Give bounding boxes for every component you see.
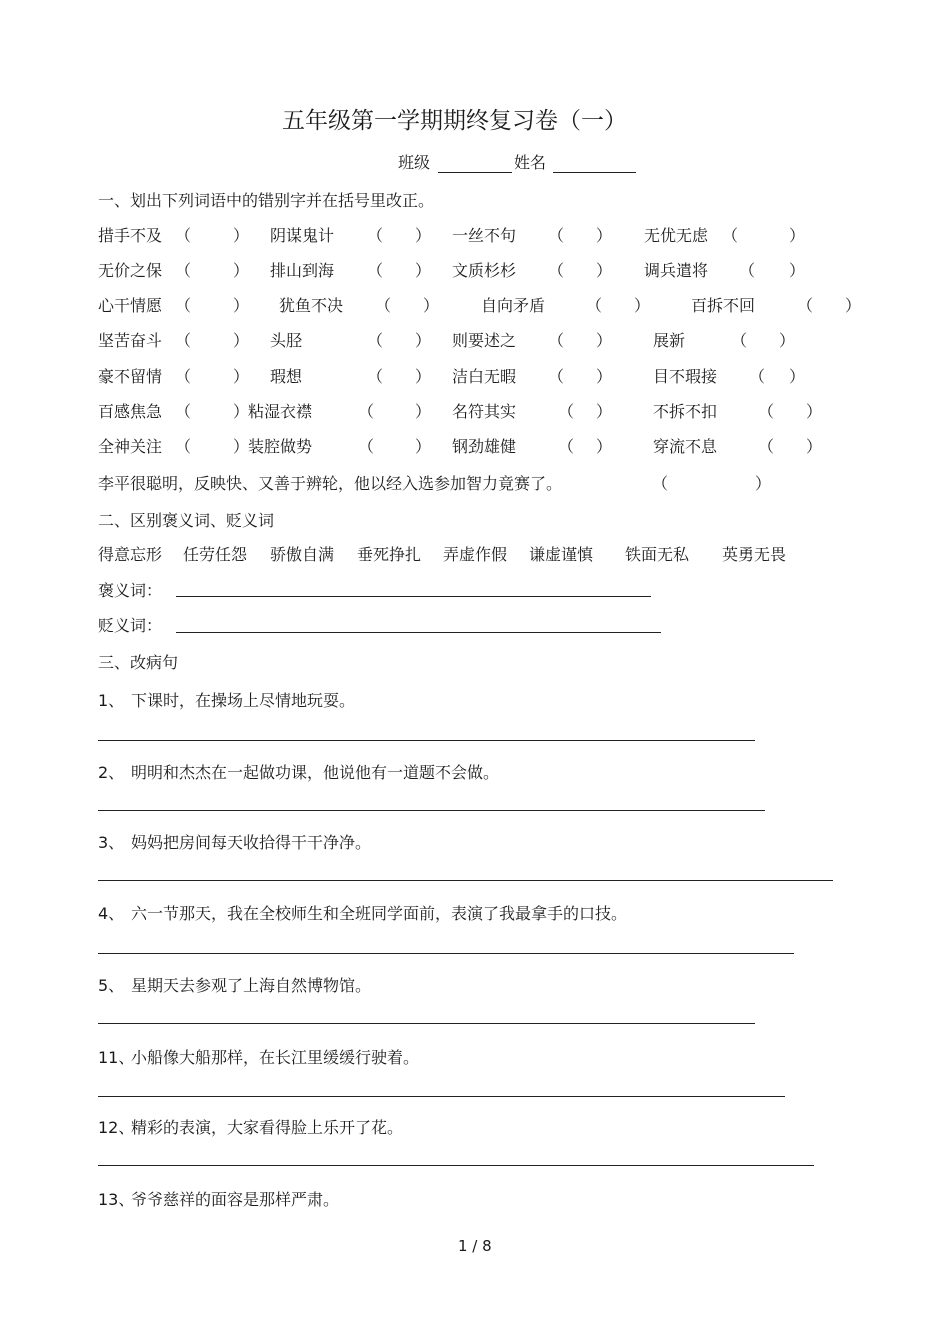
negative-label: 贬义词： [98,616,163,635]
paren-close: ） [233,402,250,421]
paren-open: （ [175,437,192,456]
sentence-text: 精彩的表演，大家看得脸上乐开了花。 [131,1118,404,1137]
paren-open: （ [358,402,375,421]
paren-open: （ [548,367,565,386]
word-0: 得意忘形 [98,545,163,564]
paren-open: （ [558,402,575,421]
word-6: 铁面无私 [625,545,690,564]
paren-open: （ [367,331,384,350]
word-2: 骄傲自满 [270,545,335,564]
typo-word: 名符其实 [452,402,517,421]
paren-close: ） [596,437,613,456]
paren-open: （ [548,261,565,280]
typo-word: 钢劲雄健 [452,437,517,456]
answer-line[interactable] [98,810,765,811]
section2-heading: 二、区别褒义词、贬义词 [98,511,275,530]
typo-word: 自向矛盾 [481,296,546,315]
typo-word: 洁白无暇 [452,367,517,386]
typo-sentence: 李平很聪明，反映快、又善于辨轮，他以经入选参加智力竟赛了。 [98,474,563,493]
paren-close: ） [755,474,772,493]
section1-heading: 一、划出下列词语中的错别字并在括号里改正。 [98,191,435,210]
paren-close: ） [845,296,862,315]
class-label: 班级 [398,153,431,172]
typo-word: 瑕想 [270,367,303,386]
typo-word: 全神关注 [98,437,163,456]
sentence-num: 4、 [98,904,125,923]
paren-close: ） [789,226,806,245]
sentence-num: 1、 [98,691,125,710]
paren-open: （ [175,402,192,421]
typo-word: 装腔做势 [248,437,313,456]
negative-answer-line[interactable] [176,632,661,633]
paren-open: （ [758,402,775,421]
paren-close: ） [596,367,613,386]
positive-answer-line[interactable] [176,596,651,597]
paren-close: ） [415,261,432,280]
paren-open: （ [548,226,565,245]
typo-word: 文质杉杉 [452,261,517,280]
paren-close: ） [233,296,250,315]
paren-close: ） [596,261,613,280]
paren-open: （ [722,226,739,245]
paren-open: （ [548,331,565,350]
paren-close: ） [415,226,432,245]
paren-close: ） [596,402,613,421]
typo-word: 豪不留情 [98,367,163,386]
paren-close: ） [415,402,432,421]
typo-word: 不拆不扣 [653,402,718,421]
section3-heading: 三、改病句 [98,653,179,672]
paren-close: ） [423,296,440,315]
sentence-num: 3、 [98,833,125,852]
sentence-num: 13、 [98,1190,135,1209]
answer-line[interactable] [98,953,794,954]
typo-word: 犹鱼不决 [279,296,344,315]
paren-open: （ [749,367,766,386]
typo-word: 心干情愿 [98,296,163,315]
paren-close: ） [415,331,432,350]
paren-open: （ [758,437,775,456]
page-title: 五年级第一学期期终复习卷（一） [282,108,627,134]
paren-open: （ [358,437,375,456]
sentence-num: 12、 [98,1118,135,1137]
paren-close: ） [596,226,613,245]
answer-line[interactable] [98,740,755,741]
typo-word: 百感焦急 [98,402,163,421]
paren-close: ） [233,226,250,245]
typo-word: 头胫 [270,331,303,350]
paren-close: ） [779,331,796,350]
answer-line[interactable] [98,1165,814,1166]
sentence-text: 星期天去参观了上海自然博物馆。 [131,976,372,995]
paren-open: （ [175,261,192,280]
paren-open: （ [175,367,192,386]
positive-label: 褒义词： [98,581,163,600]
typo-word: 粘湿衣襟 [248,402,313,421]
paren-close: ） [233,437,250,456]
paren-open: （ [375,296,392,315]
page-number: 1 / 8 [458,1237,492,1255]
word-3: 垂死挣扎 [357,545,422,564]
paren-open: （ [652,474,669,493]
paren-open: （ [558,437,575,456]
word-1: 任劳任怨 [183,545,248,564]
sentence-num: 5、 [98,976,125,995]
typo-word: 则要述之 [452,331,517,350]
typo-word: 调兵遣将 [644,261,709,280]
typo-word: 目不瑕接 [653,367,718,386]
paren-close: ） [789,367,806,386]
paren-close: ） [806,437,823,456]
sentence-text: 下课时，在操场上尽情地玩耍。 [131,691,356,710]
paren-close: ） [233,367,250,386]
name-label: 姓名 [514,153,547,172]
typo-word: 措手不及 [98,226,163,245]
class-field[interactable] [438,172,512,173]
typo-word: 阴谋鬼计 [270,226,335,245]
sentence-num: 2、 [98,763,125,782]
typo-word: 穿流不息 [653,437,718,456]
sentence-text: 爷爷慈祥的面容是那样严肃。 [131,1190,340,1209]
paren-close: ） [415,437,432,456]
sentence-text: 明明和杰杰在一起做功课，他说他有一道题不会做。 [131,763,500,782]
paren-open: （ [731,331,748,350]
paren-close: ） [634,296,651,315]
typo-word: 百拆不回 [691,296,756,315]
paren-open: （ [367,367,384,386]
paren-open: （ [739,261,756,280]
paren-open: （ [367,261,384,280]
paren-close: ） [806,402,823,421]
paren-close: ） [233,261,250,280]
sentence-text: 六一节那天，我在全校师生和全班同学面前，表演了我最拿手的口技。 [131,904,628,923]
typo-word: 一丝不句 [452,226,517,245]
typo-word: 坚苦奋斗 [98,331,163,350]
paren-open: （ [367,226,384,245]
paren-open: （ [175,226,192,245]
typo-word: 无价之保 [98,261,163,280]
name-field[interactable] [553,172,636,173]
paren-open: （ [175,331,192,350]
paren-open: （ [797,296,814,315]
paren-close: ） [596,331,613,350]
typo-word: 展新 [653,331,686,350]
answer-line[interactable] [98,1023,755,1024]
typo-word: 无优无虑 [644,226,709,245]
paren-close: ） [415,367,432,386]
answer-line[interactable] [98,880,833,881]
sentence-text: 小船像大船那样，在长江里缓缓行驶着。 [131,1048,420,1067]
typo-word: 排山到海 [270,261,335,280]
paren-open: （ [175,296,192,315]
paren-close: ） [233,331,250,350]
word-7: 英勇无畏 [722,545,787,564]
sentence-num: 11、 [98,1048,135,1067]
paren-close: ） [789,261,806,280]
paren-open: （ [586,296,603,315]
sentence-text: 妈妈把房间每天收拾得干干净净。 [131,833,372,852]
word-4: 弄虚作假 [443,545,508,564]
answer-line[interactable] [98,1096,785,1097]
word-5: 谦虚谨慎 [529,545,594,564]
